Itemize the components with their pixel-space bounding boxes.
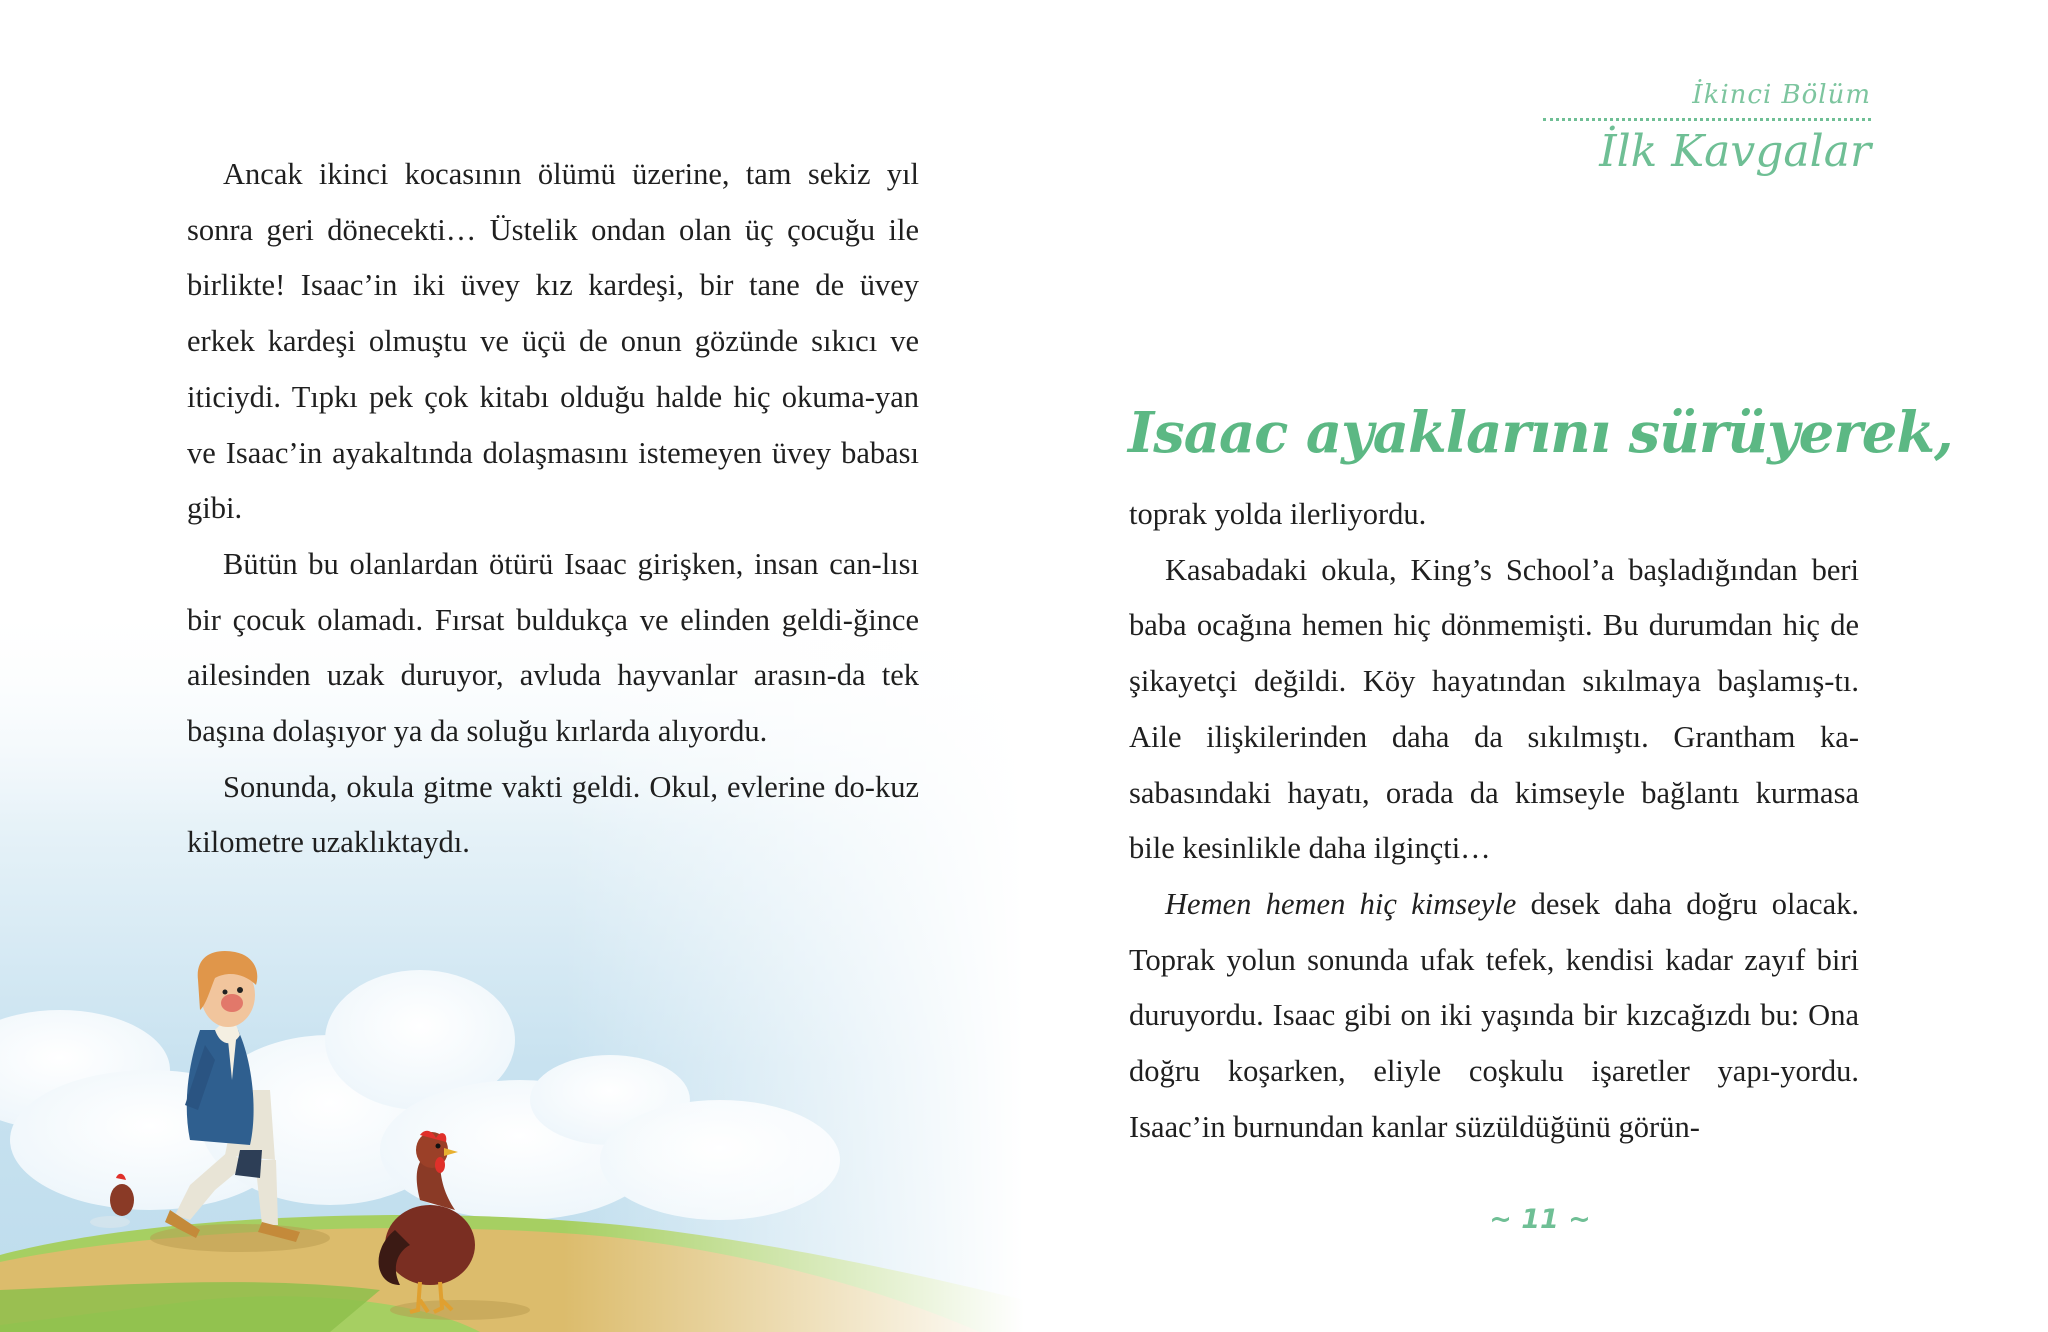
- paragraph-continuation: desek daha doğru olacak. Toprak yolun sonunda ufak tefek, kendisi kadar zayıf biri duruyordu. Isaac gibi on iki yaşında bir kızcağızdı bu: Ona doğru koşarken, eliyle coşkulu işaretler yapı-yordu. Isaac’in burnundan kanlar süzüldüğünü görün-: [1129, 886, 1859, 1144]
- dotted-rule: [1543, 118, 1871, 121]
- page-number: ~ 11 ~: [1489, 1204, 1591, 1235]
- italic-phrase: Hemen hemen hiç kimseyle: [1165, 886, 1517, 921]
- paragraph: Sonunda, okula gitme vakti geldi. Okul, evlerine do-kuz kilometre uzaklıktaydı.: [187, 769, 919, 860]
- paragraph: Bütün bu olanlardan ötürü Isaac girişken, insan can-lısı bir çocuk olamadı. Fırsat buldukça ve elinden geldi-ğince ailesinden uzak duruyor, avluda hayvanlar arasın-da tek başına dolaşıyor ya da soluğu kırlarda alıyordu.: [187, 546, 919, 749]
- left-body-text: [187, 147, 919, 871]
- opening-script-heading: Isaac ayaklarını sürüyerek,: [1128, 400, 1953, 466]
- running-head: [1531, 80, 1871, 179]
- chapter-title: İlk Kavgalar: [1599, 126, 1871, 177]
- paragraph: [1129, 877, 1859, 1156]
- paragraph: toprak yolda ilerliyordu.: [1129, 497, 1427, 531]
- right-body-text: [1129, 487, 1859, 1155]
- section-label: İkinci Bölüm: [1692, 80, 1871, 110]
- paragraph: Ancak ikinci kocasının ölümü üzerine, tam sekiz yıl sonra geri dönecekti… Üstelik ondan olan üç çocuğu ile birlikte! Isaac’in iki üvey kız kardeşi, bir tane de üvey erkek kardeşi olmuştu ve üçü de onun gözünde sıkıcı ve iticiydi. Tıpkı pek çok kitabı olduğu halde hiç okuma-yan ve Isaac’in ayakaltında dolaşmasını istemeyen üvey babası gibi.: [187, 157, 919, 526]
- paragraph: Kasabadaki okula, King’s School’a başladığından beri baba ocağına hemen hiç dönmemişti. Bu durumdan hiç de şikayetçi değildi. Köy hayatından sıkılmaya başlamış-tı. Aile ilişkilerinden daha da sıkılmıştı. Grantham ka-sabasındaki hayatı, orada da kimseyle bağlantı kurmasa bile kesinlikle daha ilginçti…: [1129, 552, 1859, 866]
